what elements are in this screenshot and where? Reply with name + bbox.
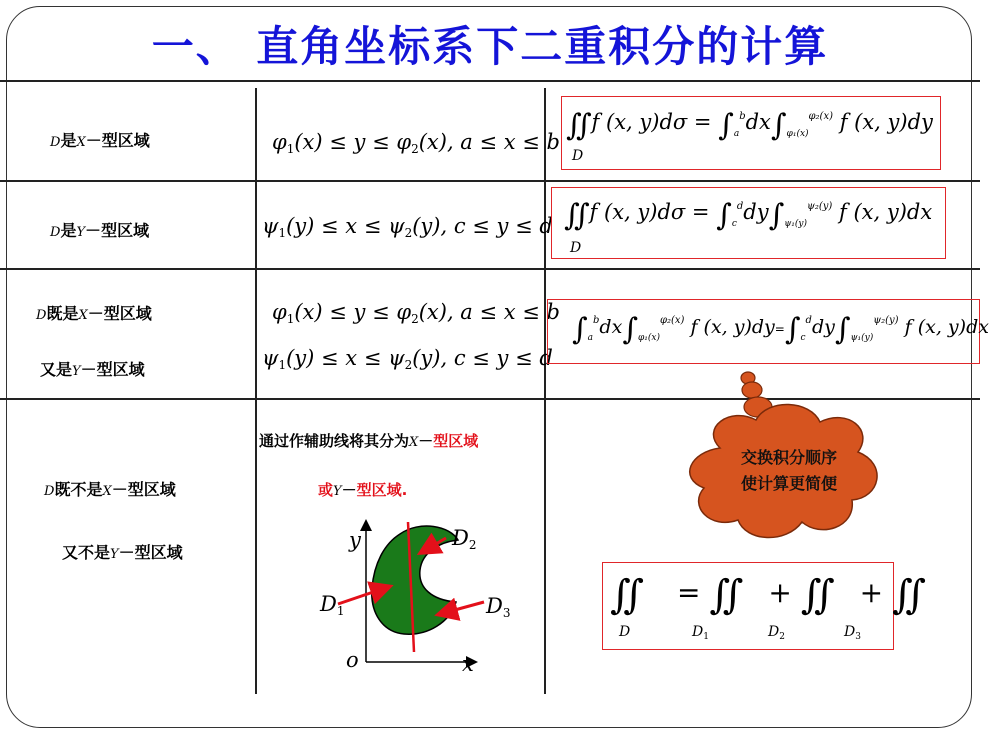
diagram-D2-label: $D_2$ [452, 526, 477, 552]
diagram-D1-label: $D_1$ [320, 592, 345, 618]
table-col-rule [544, 88, 546, 694]
row2-condition: $\psi_1(y) \le x \le \psi_2(y)$, c ≤ y ≤ d [262, 214, 553, 240]
split-formula: ∬ = ∬ + ∬ + ∬ [610, 572, 927, 618]
row2-region-label: D是Y－型区域 [50, 221, 150, 240]
row4-region-label-b: 又不是Y－型区域 [62, 543, 183, 562]
page-title: 一、 直角坐标系下二重积分的计算 [151, 22, 829, 71]
cloud-text: 交换积分顺序 使计算更简便 [740, 448, 837, 493]
row1-region-D: D [572, 148, 584, 164]
split-D2: $D_2$ [768, 624, 785, 642]
diagram-y-label: y [349, 528, 361, 552]
table-rule [0, 80, 980, 82]
row2-formula: ∬f (x, $y)d\sigma = \int_c^ddy\int_{\psi_1(y)}^{\psi_2(y)}$ f (x, y)dx [564, 198, 933, 233]
table-rule [0, 180, 980, 182]
diagram-origin-label: o [346, 648, 359, 672]
row3-formula: $\int_a^bdx\int_{\varphi_1(x)}^{\varphi_2(x)}$ f (x, $y)dy=\int_c^ddy\int_{\psi_1(y)}^{\psi_2(y)}$ f (x, y)dx [572, 312, 989, 347]
table-col-rule [255, 88, 257, 694]
row3-region-label-a: D既是X－型区域 [36, 304, 152, 323]
row2-region-D: D [570, 240, 582, 256]
row1-region-label: D是X－型区域 [50, 131, 150, 150]
row3-region-label-b: 又是Y－型区域 [40, 360, 145, 379]
table-rule [0, 268, 980, 270]
split-note-line2: 或Y－型区域. [318, 481, 408, 499]
diagram-D3-label: $D_3$ [486, 594, 511, 620]
diagram-x-label: x [462, 652, 474, 676]
row3-condition-x: $\varphi_1(x) \le y \le \varphi_2(x)$, a ≤ x ≤ b [272, 300, 560, 326]
row1-condition: $\varphi_1(x) \le y \le \varphi_2(x)$, a ≤ x ≤ b [272, 130, 560, 156]
split-note-line1: 通过作辅助线将其分为X－型区域 [259, 432, 479, 450]
row3-condition-y: $\psi_1(y) \le x \le \psi_2(y)$, c ≤ y ≤ d [262, 346, 553, 372]
region-shape [372, 526, 458, 634]
row4-region-label-a: D既不是X－型区域 [44, 480, 176, 499]
split-D1: $D_1$ [692, 624, 709, 642]
row1-formula: ∬f (x, $y)d\sigma = \int_a^bdx\int_{\varphi_1(x)}^{\varphi_2(x)}$ f (x, y)dy [566, 108, 933, 143]
split-D3: $D_3$ [844, 624, 861, 642]
split-D: D [619, 624, 631, 640]
